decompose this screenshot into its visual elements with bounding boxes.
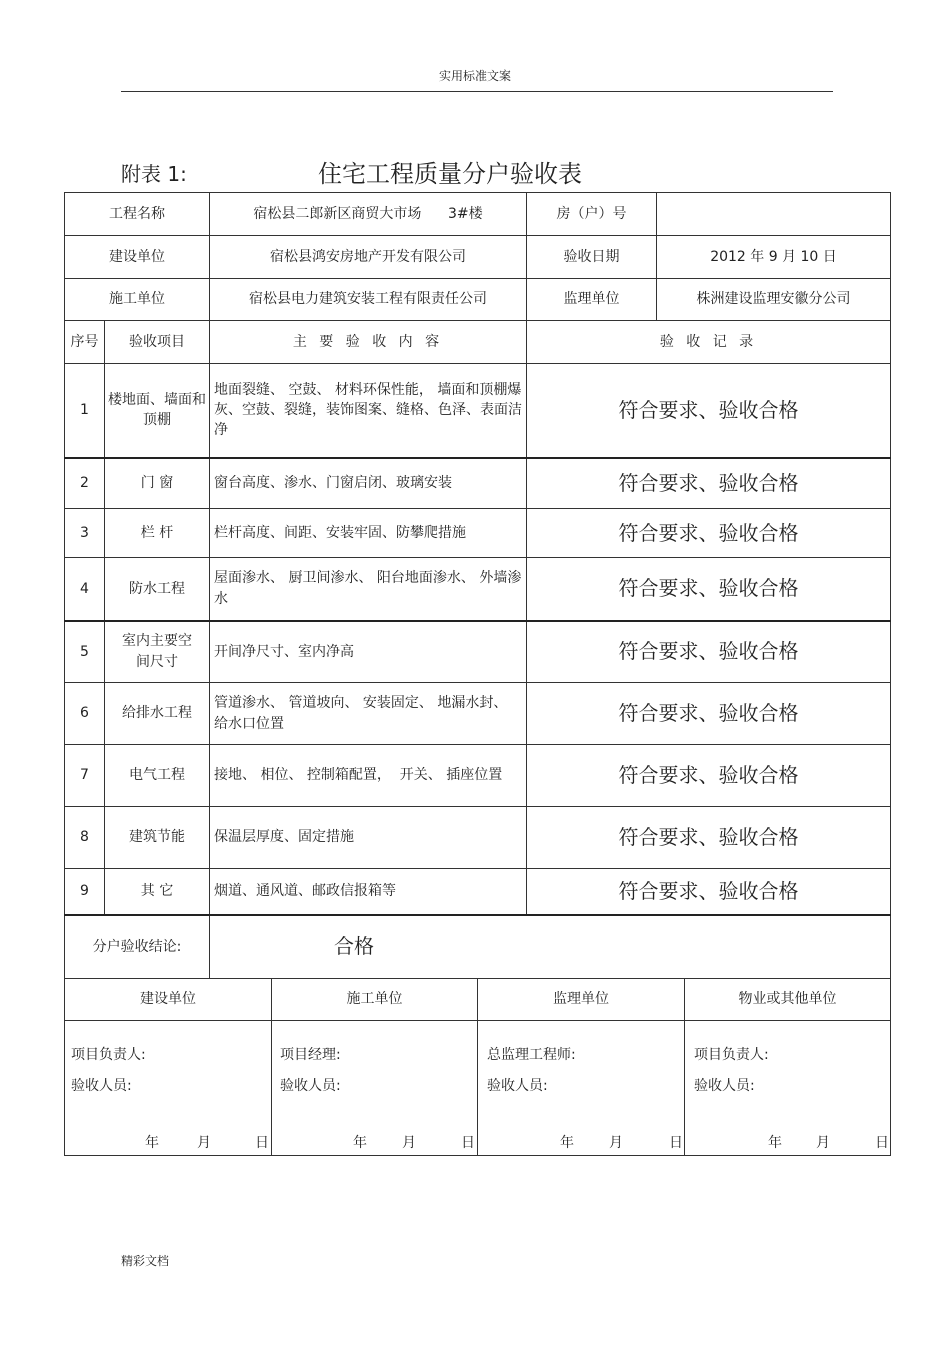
signature-inspector: 验收人员:: [71, 1078, 132, 1094]
row-item: 给排水工程: [105, 683, 210, 745]
row-item: 室内主要空间尺寸: [105, 621, 210, 683]
date-day: 日: [669, 1134, 683, 1151]
unit-supervisor: 监理单位: [478, 979, 685, 1021]
signature-role: 项目经理:: [280, 1047, 341, 1063]
conclusion-label: 分户验收结论:: [65, 915, 210, 979]
date-value: 2012 年 9 月 10 日: [657, 236, 891, 279]
row-item: 楼地面、墙面和顶棚: [105, 364, 210, 458]
date-year: 年: [768, 1134, 782, 1151]
signature-inspector: 验收人员:: [694, 1078, 755, 1094]
signature-cell-constructor: [272, 1021, 478, 1156]
row-no: 2: [65, 458, 105, 509]
row-content: 管道渗水、 管道坡向、 安装固定、 地漏水封、 给水口位置: [210, 683, 527, 745]
row-no: 3: [65, 509, 105, 558]
table-row: [65, 458, 891, 509]
signature-cell-builder: [65, 1021, 272, 1156]
row-item: 门 窗: [105, 458, 210, 509]
builder-label: 建设单位: [65, 236, 210, 279]
constructor-label: 施工单位: [65, 279, 210, 321]
table-row: [65, 621, 891, 683]
row-record: 符合要求、验收合格: [527, 558, 891, 621]
project-value: 宿松县二郎新区商贸大市场 3#楼: [210, 193, 527, 236]
row-record: 符合要求、验收合格: [527, 745, 891, 807]
row-record: 符合要求、验收合格: [527, 458, 891, 509]
header-no: 序号: [65, 321, 105, 364]
page-header: 实用标准文案: [438, 69, 511, 83]
row-no: 5: [65, 621, 105, 683]
row-record: 符合要求、验收合格: [527, 869, 891, 915]
row-content: 接地、 相位、 控制箱配置， 开关、 插座位置: [210, 745, 527, 807]
row-record: 符合要求、验收合格: [527, 807, 891, 869]
row-content: 烟道、通风道、邮政信报箱等: [210, 869, 527, 915]
supervisor-value: 株洲建设监理安徽分公司: [657, 279, 891, 321]
row-content: 屋面渗水、 厨卫间渗水、 阳台地面渗水、 外墙渗水: [210, 558, 527, 621]
document-title: 住宅工程质量分户验收表: [318, 160, 582, 188]
signature-role: 项目负责人:: [694, 1047, 769, 1063]
signature-table: [64, 978, 891, 1156]
table-row: [65, 869, 891, 915]
row-record: 符合要求、验收合格: [527, 509, 891, 558]
supervisor-label: 监理单位: [527, 279, 657, 321]
table-row: [65, 558, 891, 621]
row-content: 地面裂缝、 空鼓、 材料环保性能， 墙面和顶棚爆灰、空鼓、裂缝，装饰图案、缝格、色泽、表面洁净: [210, 364, 527, 458]
conclusion-value: 合格: [210, 915, 891, 979]
row-no: 7: [65, 745, 105, 807]
inspection-items-table: [64, 320, 891, 979]
row-no: 8: [65, 807, 105, 869]
project-label: 工程名称: [65, 193, 210, 236]
conclusion-row: [65, 915, 891, 979]
row-item: 栏 杆: [105, 509, 210, 558]
row-item: 电气工程: [105, 745, 210, 807]
row-item: 防水工程: [105, 558, 210, 621]
unit-constructor: 施工单位: [272, 979, 478, 1021]
signature-role: 项目负责人:: [71, 1047, 146, 1063]
date-day: 日: [461, 1134, 475, 1151]
date-year: 年: [560, 1134, 574, 1151]
date-month: 月: [197, 1134, 211, 1151]
page-footer: 精彩文档: [121, 1254, 170, 1268]
appendix-label: 附表 1:: [121, 162, 187, 186]
signature-inspector: 验收人员:: [487, 1078, 548, 1094]
date-label: 验收日期: [527, 236, 657, 279]
room-value: [657, 193, 891, 236]
table-row: [65, 807, 891, 869]
row-no: 1: [65, 364, 105, 458]
row-content: 栏杆高度、间距、安装牢固、防攀爬措施: [210, 509, 527, 558]
builder-value: 宿松县鸿安房地产开发有限公司: [210, 236, 527, 279]
date-month: 月: [402, 1134, 416, 1151]
signature-role: 总监理工程师:: [487, 1047, 576, 1063]
date-year: 年: [353, 1134, 367, 1151]
info-table: [64, 192, 891, 321]
table-row: [65, 509, 891, 558]
header-rule: [121, 91, 833, 92]
header-item: 验收项目: [105, 321, 210, 364]
date-month: 月: [816, 1134, 830, 1151]
unit-builder: 建设单位: [65, 979, 272, 1021]
date-day: 日: [255, 1134, 269, 1151]
date-month: 月: [609, 1134, 623, 1151]
row-record: 符合要求、验收合格: [527, 364, 891, 458]
header-content: 主 要 验 收 内 容: [210, 321, 527, 364]
signature-inspector: 验收人员:: [280, 1078, 341, 1094]
row-no: 9: [65, 869, 105, 915]
row-item: 建筑节能: [105, 807, 210, 869]
constructor-value: 宿松县电力建筑安装工程有限责任公司: [210, 279, 527, 321]
row-record: 符合要求、验收合格: [527, 621, 891, 683]
room-label: 房（户）号: [527, 193, 657, 236]
signature-cell-property: [685, 1021, 891, 1156]
signature-cell-supervisor: [478, 1021, 685, 1156]
row-content: 保温层厚度、固定措施: [210, 807, 527, 869]
unit-property: 物业或其他单位: [685, 979, 891, 1021]
row-no: 4: [65, 558, 105, 621]
row-record: 符合要求、验收合格: [527, 683, 891, 745]
row-content: 开间净尺寸、室内净高: [210, 621, 527, 683]
row-content: 窗台高度、渗水、门窗启闭、玻璃安装: [210, 458, 527, 509]
table-row: [65, 683, 891, 745]
date-day: 日: [875, 1134, 889, 1151]
row-item: 其 它: [105, 869, 210, 915]
row-no: 6: [65, 683, 105, 745]
table-row: [65, 745, 891, 807]
date-year: 年: [145, 1134, 159, 1151]
table-row: [65, 364, 891, 458]
header-record: 验 收 记 录: [527, 321, 891, 364]
